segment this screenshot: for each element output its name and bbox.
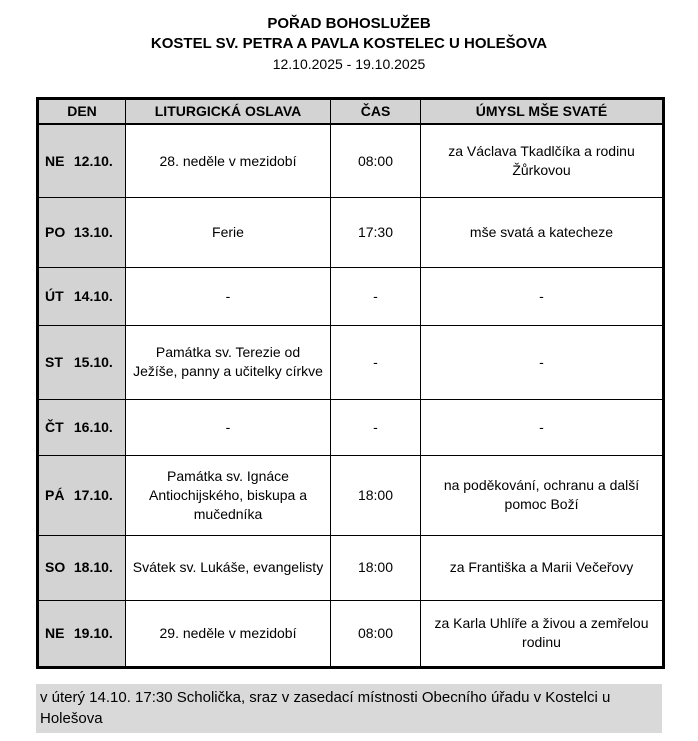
cell-celebration: -	[126, 267, 331, 325]
day-date: 12.10.	[73, 152, 113, 169]
day-abbr: PO	[45, 223, 66, 240]
cell-intention: za Václava Tkadlčíka a rodinu Žůrkovou	[421, 124, 664, 197]
cell-day	[38, 399, 126, 455]
cell-day	[38, 197, 126, 267]
table-header-row	[38, 99, 664, 124]
page-subtitle: KOSTEL SV. PETRA A PAVLA KOSTELEC U HOLEŠOVA	[150, 34, 548, 52]
day-date: 19.10.	[73, 624, 113, 641]
day-abbr: ÚT	[45, 287, 64, 304]
cell-time: 08:00	[331, 600, 421, 667]
cell-day	[38, 535, 126, 600]
cell-celebration: Ferie	[126, 197, 331, 267]
table-row	[38, 535, 664, 600]
cell-intention: mše svatá a katecheze	[421, 197, 664, 267]
day-date: 16.10.	[73, 418, 113, 435]
column-header-liturgicka-oslava: LITURGICKÁ OSLAVA	[126, 99, 331, 124]
page-title: POŘAD BOHOSLUŽEB	[267, 15, 431, 32]
day-date: 15.10.	[73, 353, 113, 370]
cell-celebration: -	[126, 399, 331, 455]
date-range: 12.10.2025 - 19.10.2025	[272, 55, 426, 72]
cell-time: -	[331, 267, 421, 325]
day-abbr: NE	[45, 624, 65, 641]
cell-time: 18:00	[331, 535, 421, 600]
cell-intention: na poděkování, ochranu a další pomoc Boží	[421, 455, 664, 535]
cell-time: -	[331, 399, 421, 455]
table-row	[38, 600, 664, 667]
column-header-cas: ČAS	[331, 99, 421, 124]
cell-time: 18:00	[331, 455, 421, 535]
column-header-den: DEN	[38, 99, 126, 124]
cell-time: 08:00	[331, 124, 421, 197]
column-header-umysl: ÚMYSL MŠE SVATÉ	[421, 99, 664, 124]
table-row	[38, 267, 664, 325]
cell-day	[38, 124, 126, 197]
cell-intention: za Františka a Marii Večeřovy	[421, 535, 664, 600]
table-row	[38, 325, 664, 399]
table-row	[38, 197, 664, 267]
day-date: 13.10.	[73, 223, 113, 240]
footer-note: v úterý 14.10. 17:30 Scholička, sraz v zasedací místnosti Obecního úřadu v Kostelci u Holešova	[36, 684, 662, 733]
cell-celebration: 29. neděle v mezidobí	[126, 600, 331, 667]
cell-intention: -	[421, 325, 664, 399]
table-row	[38, 124, 664, 197]
cell-time: -	[331, 325, 421, 399]
day-abbr: SO	[45, 559, 66, 576]
cell-day	[38, 455, 126, 535]
cell-time: 17:30	[331, 197, 421, 267]
cell-celebration: Památka sv. Ignáce Antiochijského, biskupa a mučedníka	[126, 455, 331, 535]
day-date: 14.10.	[73, 287, 113, 304]
day-abbr: ČT	[45, 418, 64, 435]
cell-celebration: 28. neděle v mezidobí	[126, 124, 331, 197]
day-abbr: PÁ	[45, 486, 65, 503]
cell-intention: -	[421, 267, 664, 325]
cell-celebration: Památka sv. Terezie od Ježíše, panny a učitelky církve	[126, 325, 331, 399]
day-abbr: NE	[45, 152, 65, 169]
cell-intention: -	[421, 399, 664, 455]
table-row	[38, 455, 664, 535]
title-block	[36, 14, 662, 73]
cell-day	[38, 325, 126, 399]
cell-day	[38, 600, 126, 667]
day-abbr: ST	[45, 353, 63, 370]
cell-celebration: Svátek sv. Lukáše, evangelisty	[126, 535, 331, 600]
day-date: 17.10.	[73, 486, 113, 503]
day-date: 18.10.	[73, 559, 113, 576]
table-row	[38, 399, 664, 455]
cell-intention: za Karla Uhlíře a živou a zemřelou rodinu	[421, 600, 664, 667]
schedule-table	[36, 97, 665, 668]
cell-day	[38, 267, 126, 325]
